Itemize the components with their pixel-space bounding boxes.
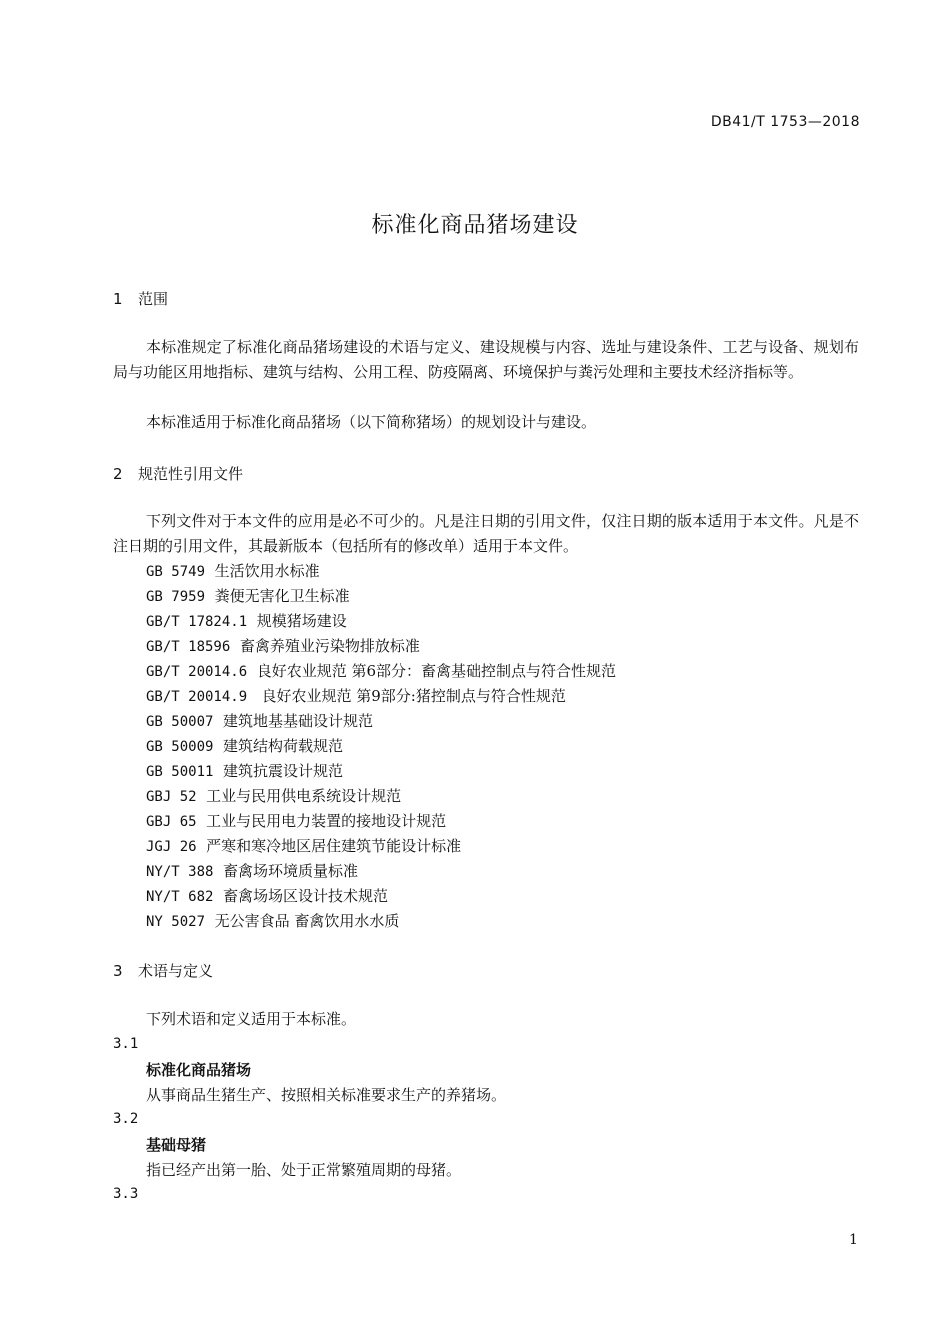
page-number: 1 bbox=[849, 1232, 858, 1248]
list-item bbox=[146, 709, 616, 734]
reference-name: 规模猪场建设 bbox=[256, 612, 347, 630]
list-item bbox=[146, 609, 616, 634]
clause-number: 3.2 bbox=[113, 1111, 139, 1127]
term-name: 基础母猪 bbox=[146, 1136, 207, 1154]
reference-code: NY 5027 bbox=[146, 914, 206, 930]
section-title: 规范性引用文件 bbox=[138, 465, 244, 483]
section-heading-scope bbox=[113, 288, 168, 309]
reference-code: GBJ 65 bbox=[146, 814, 197, 830]
reference-code: GB 50009 bbox=[146, 739, 214, 755]
reference-code: GB 5749 bbox=[146, 564, 206, 580]
scope-paragraph-1: 本标准规定了标准化商品猪场建设的术语与定义、建设规模与内容、选址与建设条件、工艺与设备、规划布局与功能区用地指标、建筑与结构、公用工程、防疫隔离、环境保护与粪污处理和主要技术经济指标等。 bbox=[113, 338, 859, 381]
reference-name: 严寒和寒冷地区居住建筑节能设计标准 bbox=[206, 837, 462, 855]
section-heading-terms bbox=[113, 960, 213, 981]
reference-name: 建筑地基基础设计规范 bbox=[222, 712, 373, 730]
list-item bbox=[146, 784, 616, 809]
section-title: 术语与定义 bbox=[138, 962, 214, 980]
list-item bbox=[146, 809, 616, 834]
section-number: 3 bbox=[113, 962, 123, 980]
reference-code: GBJ 52 bbox=[146, 789, 197, 805]
list-item bbox=[146, 584, 616, 609]
document-title: 标准化商品猪场建设 bbox=[371, 213, 579, 238]
reference-name: 粪便无害化卫生标准 bbox=[214, 587, 350, 605]
reference-list bbox=[146, 559, 616, 934]
reference-code: GB/T 20014.6 bbox=[146, 664, 248, 680]
reference-code: GB 50007 bbox=[146, 714, 214, 730]
terms-intro: 下列术语和定义适用于本标准。 bbox=[146, 1010, 357, 1028]
reference-code: GB/T 20014.9 bbox=[146, 689, 248, 705]
reference-code: GB 50011 bbox=[146, 764, 214, 780]
clause-number: 3.3 bbox=[113, 1186, 139, 1202]
reference-code: GB 7959 bbox=[146, 589, 206, 605]
list-item bbox=[146, 884, 616, 909]
reference-code: GB/T 17824.1 bbox=[146, 614, 248, 630]
reference-name: 良好农业规范 第6部分：畜禽基础控制点与符合性规范 bbox=[256, 662, 617, 680]
references-intro: 下列文件对于本文件的应用是必不可少的。凡是注日期的引用文件，仅注日期的版本适用于本文件。凡是不注日期的引用文件，其最新版本（包括所有的修改单）适用于本文件。 bbox=[113, 512, 859, 555]
reference-name: 生活饮用水标准 bbox=[214, 562, 320, 580]
reference-name: 良好农业规范 第9部分:猪控制点与符合性规范 bbox=[261, 687, 566, 705]
reference-code: NY/T 682 bbox=[146, 889, 214, 905]
list-item bbox=[146, 684, 616, 709]
reference-code: GB/T 18596 bbox=[146, 639, 231, 655]
list-item bbox=[146, 759, 616, 784]
reference-name: 畜禽场场区设计技术规范 bbox=[222, 887, 388, 905]
list-item bbox=[146, 659, 616, 684]
term-name: 标准化商品猪场 bbox=[146, 1061, 252, 1079]
list-item bbox=[146, 634, 616, 659]
list-item bbox=[146, 734, 616, 759]
clause-number: 3.1 bbox=[113, 1036, 139, 1052]
reference-name: 畜禽场环境质量标准 bbox=[222, 862, 358, 880]
term-definition: 指已经产出第一胎、处于正常繁殖周期的母猪。 bbox=[146, 1161, 462, 1179]
term-definition: 从事商品生猪生产、按照相关标准要求生产的养猪场。 bbox=[146, 1086, 507, 1104]
section-number: 1 bbox=[113, 290, 123, 308]
reference-name: 工业与民用电力装置的接地设计规范 bbox=[206, 812, 447, 830]
section-heading-references bbox=[113, 463, 243, 484]
list-item bbox=[146, 559, 616, 584]
scope-paragraph-2: 本标准适用于标准化商品猪场（以下简称猪场）的规划设计与建设。 bbox=[146, 413, 597, 431]
list-item bbox=[146, 834, 616, 859]
reference-name: 建筑抗震设计规范 bbox=[222, 762, 343, 780]
reference-name: 无公害食品 畜禽饮用水水质 bbox=[214, 912, 400, 930]
reference-name: 建筑结构荷载规范 bbox=[222, 737, 343, 755]
standard-code: DB41/T 1753—2018 bbox=[710, 114, 860, 130]
reference-name: 工业与民用供电系统设计规范 bbox=[206, 787, 402, 805]
reference-name: 畜禽养殖业污染物排放标准 bbox=[239, 637, 420, 655]
reference-code: JGJ 26 bbox=[146, 839, 197, 855]
list-item bbox=[146, 909, 616, 934]
reference-code: NY/T 388 bbox=[146, 864, 214, 880]
section-number: 2 bbox=[113, 465, 123, 483]
section-title: 范围 bbox=[138, 290, 169, 308]
list-item bbox=[146, 859, 616, 884]
